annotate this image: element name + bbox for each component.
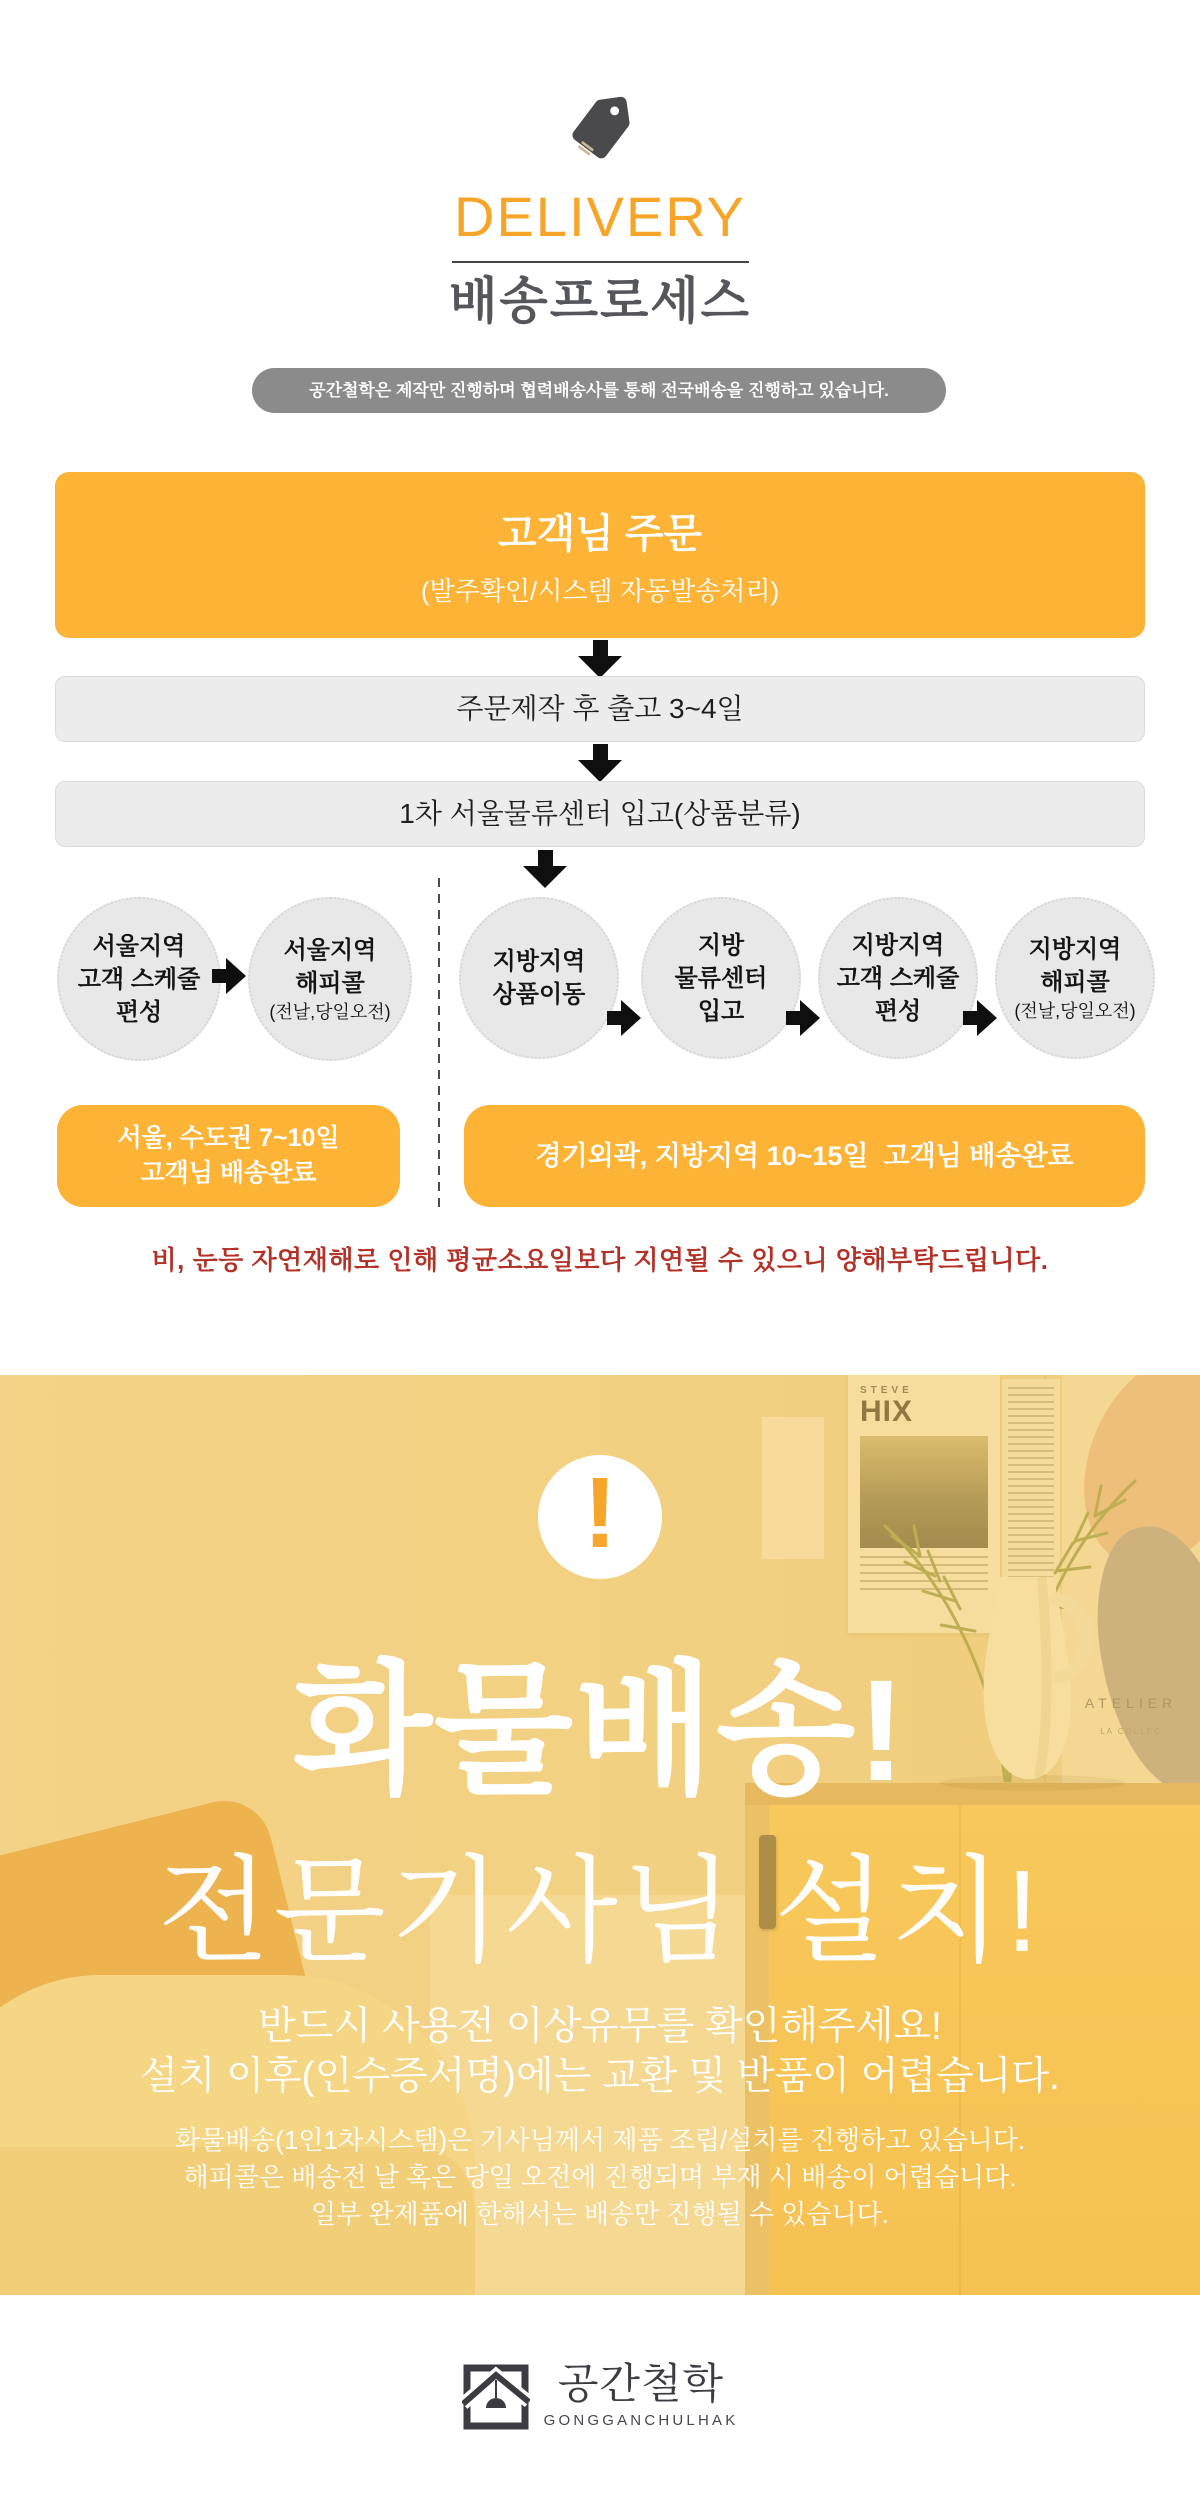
flow-circle-seoul-schedule: 서울지역 고객 스케줄 편성: [57, 897, 221, 1061]
flow-circle-region-warehouse: 지방 물류센터 입고: [641, 897, 801, 1059]
brand-logo: [0, 2360, 1200, 2432]
magazine-word-hix: HIX: [860, 1395, 914, 1428]
logo-name: 공간철학: [557, 2360, 725, 2407]
step-bar-warehouse: 1차 서울물류센터 입고(상품분류): [55, 781, 1145, 847]
arrow-right-icon: [607, 1000, 641, 1036]
price-tag-icon: [561, 89, 640, 168]
delivery-notice-pill: 공간철학은 제작만 진행하며 협력배송사를 통해 전국배송을 진행하고 있습니다.: [252, 368, 946, 413]
page-title: 배송프로세스: [449, 273, 751, 329]
banner-detail-lines: 화물배송(1인1차시스템)은 기사님께서 제품 조립/설치를 진행하고 있습니다. 해피콜은 배송전 날 혹은 당일 오전에 진행되며 부재 시 배송이 어렵습니다. 일부 완제품에 한해서는 배송만 진행될 수 있습니다.: [174, 2125, 1026, 2229]
house-logo-icon: [462, 2360, 530, 2432]
arrow-right-icon: [963, 1000, 997, 1036]
flow-circle-seoul-happycall: 서울지역 해피콜 (전날,당일오전): [248, 897, 412, 1061]
banner-headline-light: 전문기사님 설치!: [157, 1846, 1043, 1976]
arrow-down-icon: [523, 850, 567, 888]
flow-circle-region-happycall: 지방지역 해피콜 (전날,당일오전): [995, 897, 1155, 1059]
header-divider: [452, 261, 749, 263]
arrow-down-icon: [578, 640, 622, 678]
alert-icon: !: [538, 1455, 662, 1579]
flow-circle-region-schedule: 지방지역 고객 스케줄 편성: [818, 897, 978, 1059]
order-box-title: 고객님 주문: [497, 512, 703, 556]
track-divider-dashed: [438, 878, 440, 1208]
step-bar-production: 주문제작 후 출고 3~4일: [55, 676, 1145, 742]
delivery-eyebrow: DELIVERY: [454, 185, 746, 248]
poster-title: ATELIER: [1084, 1695, 1178, 1711]
flow-circle-region-move: 지방지역 상품이동: [459, 897, 619, 1059]
banner-check-lines: 반드시 사용전 이상유무를 확인해주세요! 설치 이후(인수증서명)에는 교환 및 반품이 어렵습니다.: [140, 2005, 1060, 2098]
customer-order-box: [55, 472, 1145, 638]
arrow-right-icon: [786, 1000, 820, 1036]
result-box-seoul: 서울, 수도권 7~10일 고객님 배송완료: [57, 1105, 400, 1207]
result-box-region: 경기외곽, 지방지역 10~15일 고객님 배송완료: [464, 1105, 1145, 1207]
order-box-subtitle: (발주확인/시스템 자동발송처리): [420, 576, 780, 606]
banner-headline-bold: 화물배송!: [292, 1650, 908, 1811]
logo-subtext: GONGGANCHULHAK: [543, 2412, 739, 2429]
arrow-right-icon: [212, 958, 246, 994]
weather-delay-warning: 비, 눈등 자연재해로 인해 평균소요일보다 지연될 수 있으니 양해부탁드립니다.: [151, 1245, 1049, 1275]
poster-subtitle: LA COLLEC: [1100, 1727, 1162, 1736]
arrow-down-icon: [578, 744, 622, 782]
magazine-word-steve: STEVE: [860, 1385, 913, 1396]
